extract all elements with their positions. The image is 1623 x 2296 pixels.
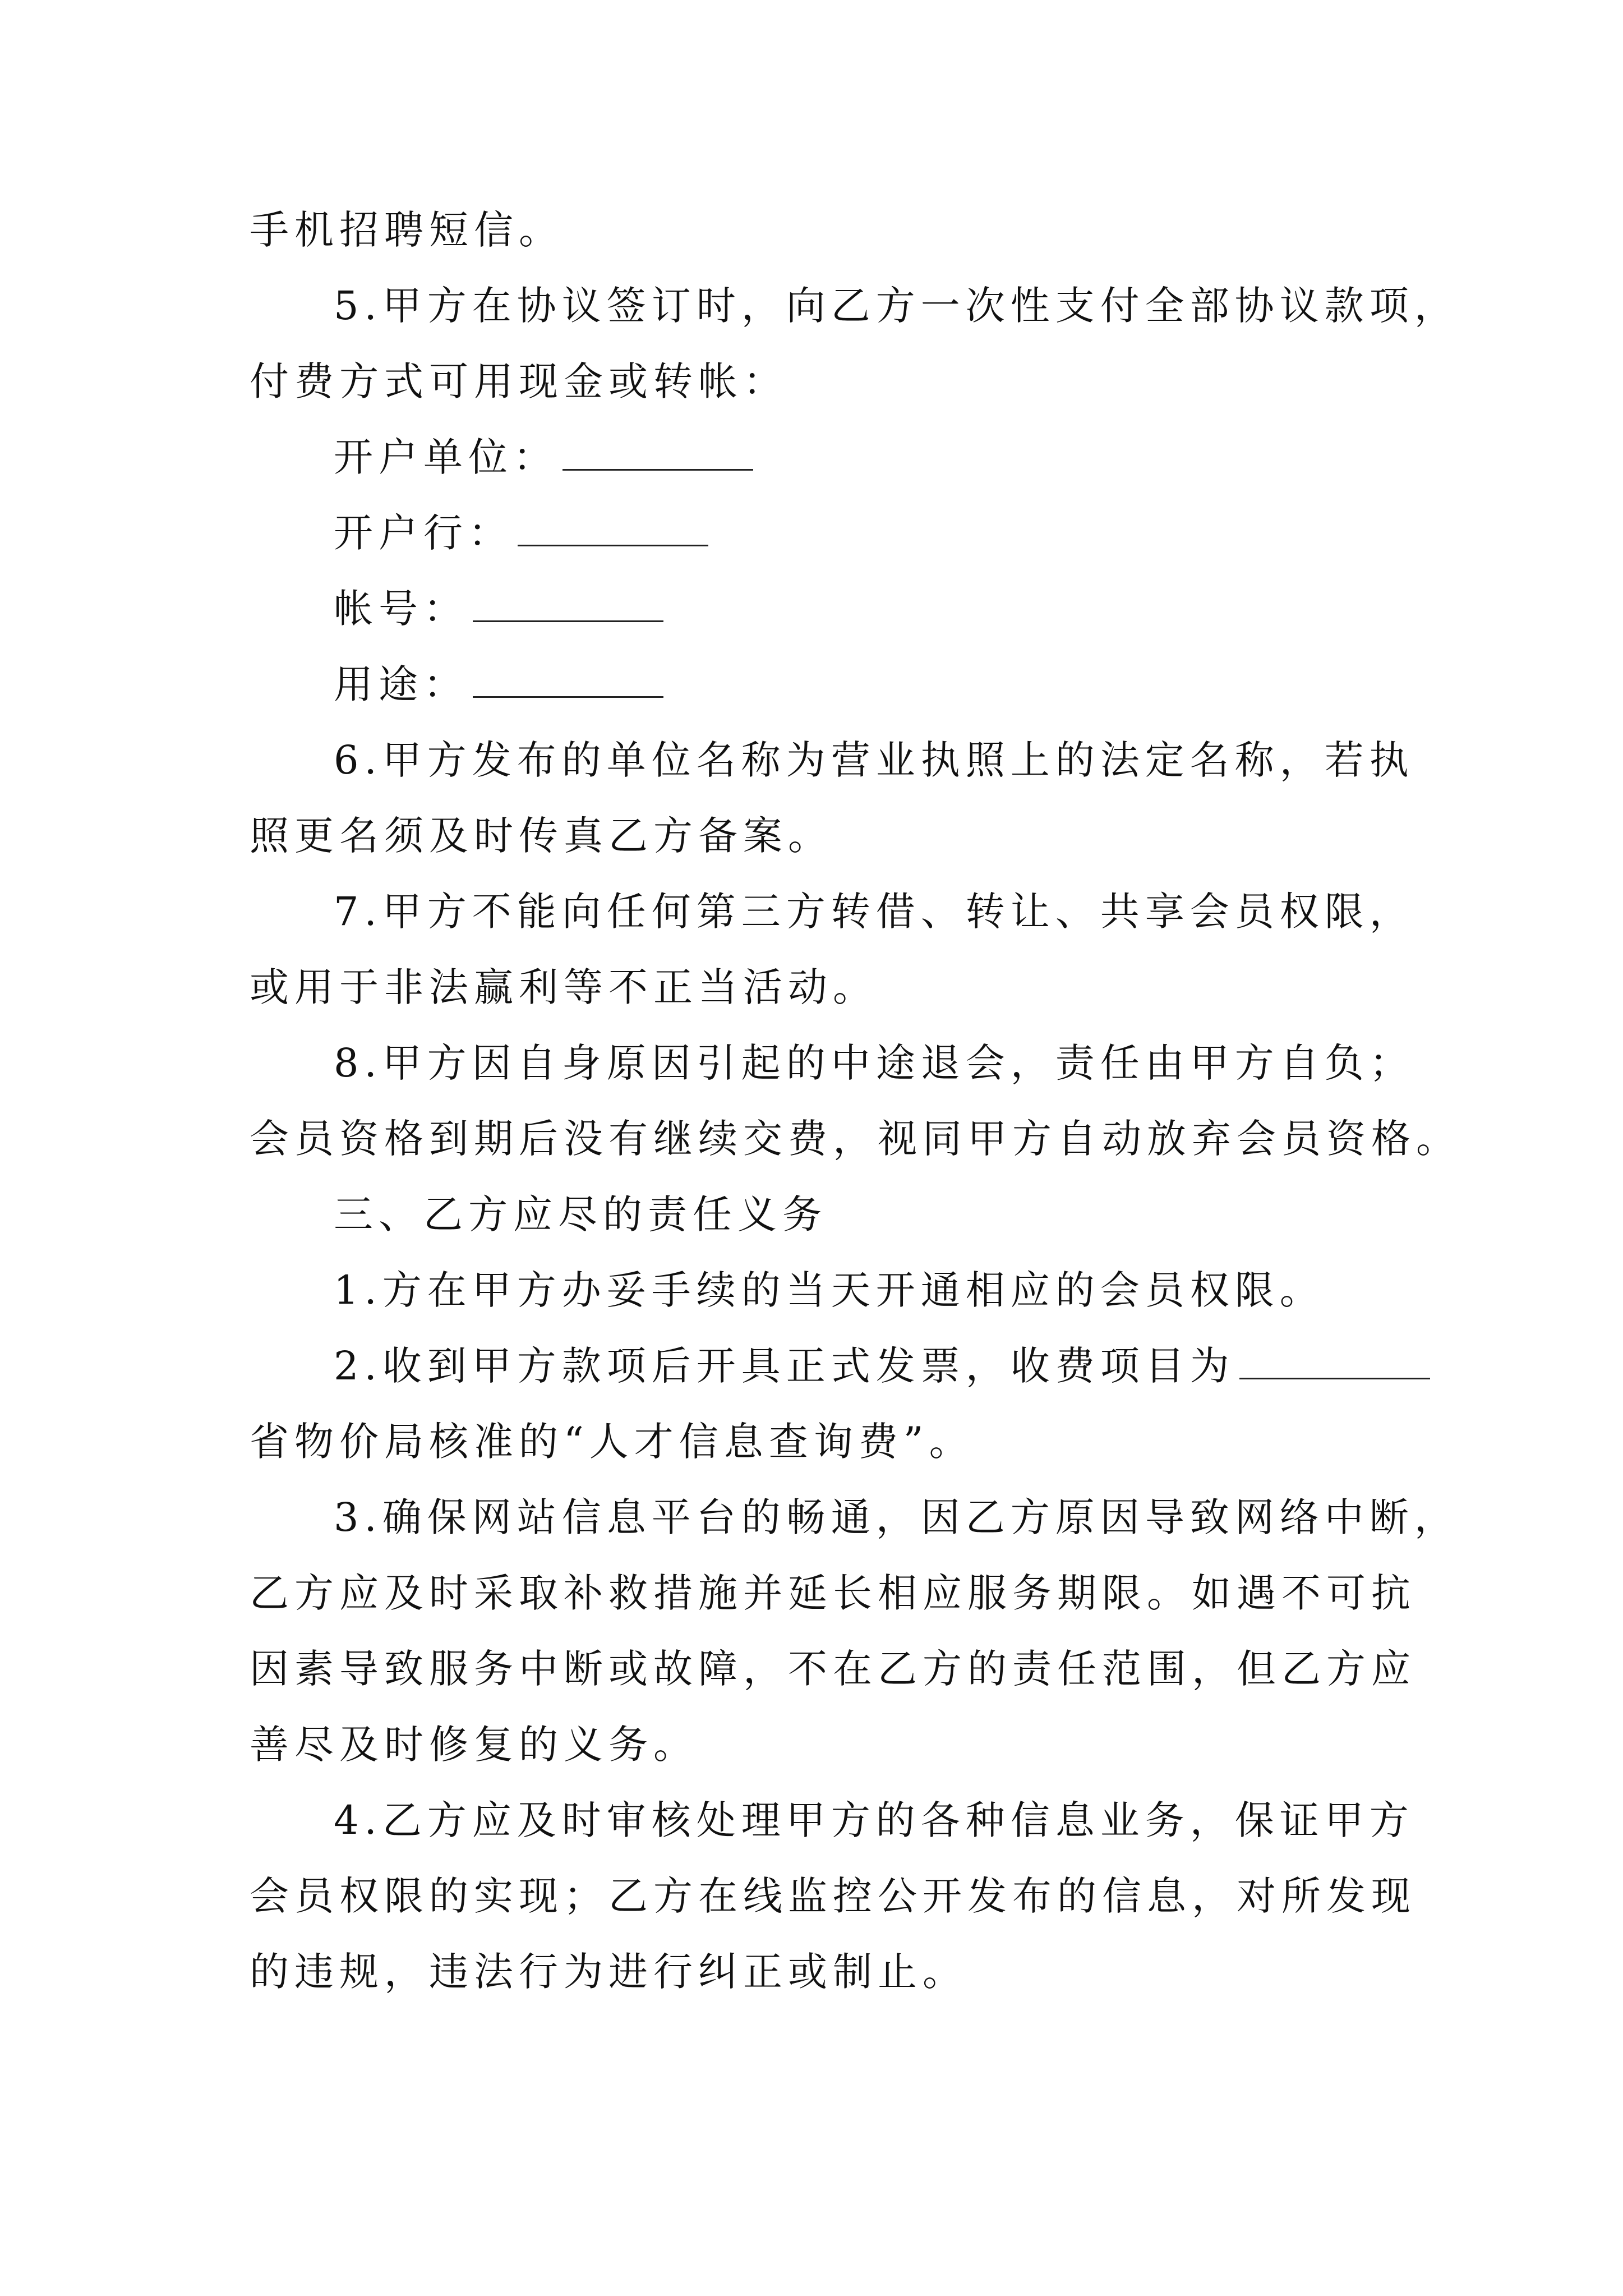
line-text: 1.方在甲方办妥手续的当天开通相应的会员权限。 — [334, 1267, 1325, 1313]
field-label: 开户单位： — [334, 434, 558, 480]
heading-text: 三、乙方应尽的责任义务 — [334, 1191, 827, 1237]
fill-blank — [473, 662, 663, 698]
line-text: 或用于非法赢利等不正当活动。 — [250, 964, 878, 1010]
text-line — [250, 1717, 698, 1773]
paragraph-1 — [334, 1262, 1325, 1318]
field-label: 开户行： — [334, 510, 513, 556]
line-text: 会员权限的实现；乙方在线监控公开发布的信息，对所发现 — [250, 1873, 1416, 1919]
fill-blank — [518, 511, 708, 546]
line-text: 6.甲方发布的单位名称为营业执照上的法定名称，若执 — [334, 737, 1414, 783]
paragraph-7 — [334, 884, 1414, 940]
line-text: 5.甲方在协议签订时，向乙方一次性支付全部协议款项， — [334, 283, 1459, 329]
line-text: 3.确保网站信息平台的畅通，因乙方原因导致网络中断， — [334, 1494, 1459, 1540]
line-text: 会员资格到期后没有继续交费，视同甲方自动放弃会员资格。 — [250, 1116, 1461, 1162]
text-line — [250, 1944, 967, 2000]
paragraph-6 — [334, 732, 1414, 788]
paragraph-8 — [334, 1035, 1414, 1091]
fill-blank — [562, 435, 753, 471]
line-text: 乙方应及时采取补救措施并延长相应服务期限。如遇不可抗 — [250, 1570, 1416, 1616]
line-text: 2.收到甲方款项后开具正式发票，收费项目为 — [334, 1343, 1235, 1389]
line-text: 省物价局核准的“人才信息查询费”。 — [250, 1419, 974, 1465]
field-label: 用途： — [334, 661, 468, 707]
line-text: 4.乙方应及时审核处理甲方的各种信息业务，保证甲方 — [334, 1797, 1414, 1843]
text-line — [250, 1414, 974, 1470]
text-line — [250, 353, 788, 409]
text-line — [250, 1868, 1416, 1924]
paragraph-5 — [334, 278, 1459, 334]
account-number-field — [334, 581, 663, 637]
fill-blank — [473, 587, 663, 622]
purpose-field — [334, 656, 663, 712]
text-line — [250, 1641, 1416, 1697]
paragraph-4 — [334, 1792, 1414, 1848]
field-label: 帐号： — [334, 586, 468, 632]
bank-field — [334, 505, 708, 561]
account-unit-field — [334, 429, 753, 485]
paragraph-2 — [334, 1338, 1430, 1394]
line-text: 善尽及时修复的义务。 — [250, 1722, 698, 1768]
text-line — [250, 202, 564, 258]
line-text: 的违规，违法行为进行纠正或制止。 — [250, 1949, 967, 1995]
text-line — [250, 1111, 1461, 1167]
text-line — [250, 1565, 1416, 1621]
line-text: 8.甲方因自身原因引起的中途退会，责任由甲方自负； — [334, 1040, 1414, 1086]
line-text: 照更名须及时传真乙方备案。 — [250, 813, 833, 859]
section-heading — [334, 1186, 827, 1243]
fill-blank — [1239, 1344, 1430, 1379]
text-line — [250, 959, 878, 1015]
line-text: 因素导致服务中断或故障，不在乙方的责任范围，但乙方应 — [250, 1646, 1416, 1692]
line-text: 付费方式可用现金或转帐： — [250, 358, 788, 404]
paragraph-3 — [334, 1489, 1459, 1545]
text-line — [250, 808, 833, 864]
line-text: 7.甲方不能向任何第三方转借、转让、共享会员权限， — [334, 889, 1414, 935]
line-text: 手机招聘短信。 — [250, 207, 564, 253]
